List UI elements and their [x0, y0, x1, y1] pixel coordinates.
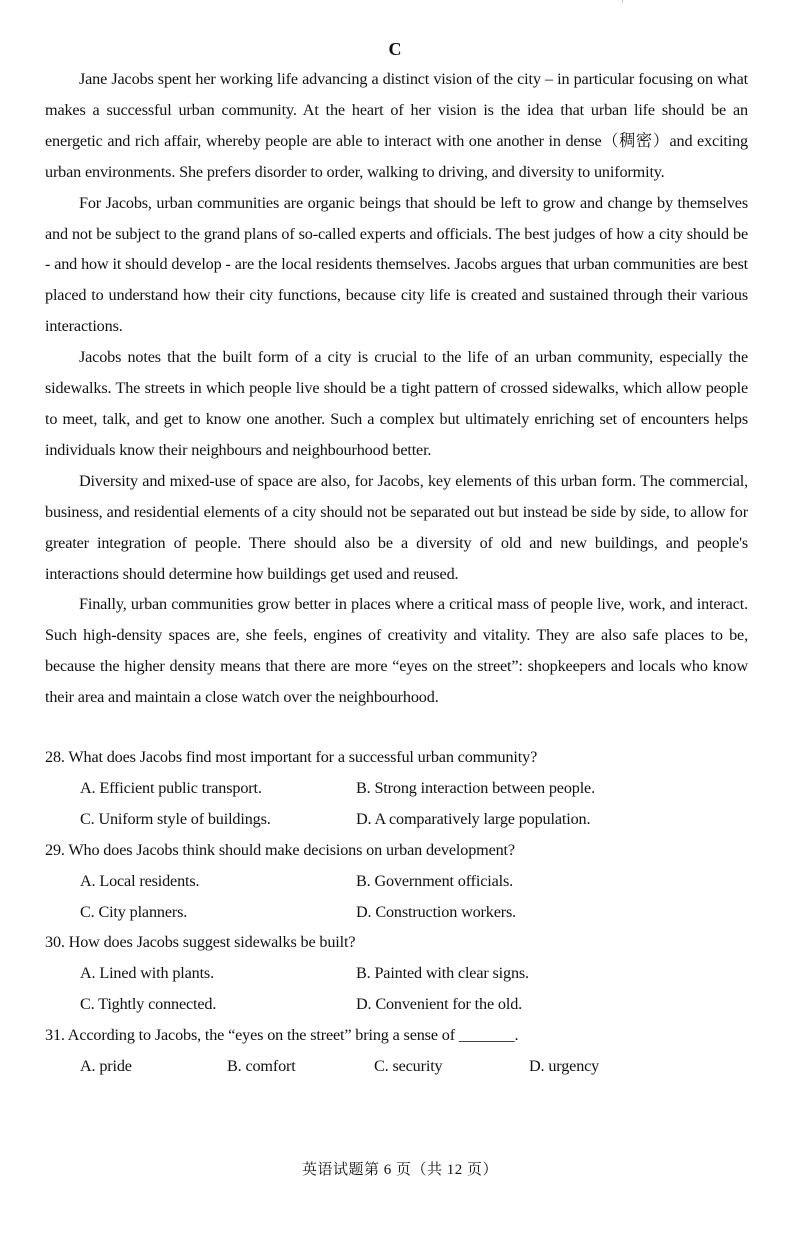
option-d: D. A comparatively large population. — [356, 809, 591, 828]
option-d: D. urgency — [529, 1057, 600, 1076]
question-31 — [45, 1020, 748, 1082]
question-30 — [45, 927, 748, 1020]
scan-mark — [622, 0, 623, 3]
option-c: C. security — [374, 1057, 443, 1076]
options-row — [45, 989, 748, 1020]
option-b: B. Strong interaction between people. — [356, 778, 595, 797]
option-a: A. pride — [80, 1057, 132, 1076]
options-row — [45, 1051, 748, 1082]
options-row — [45, 897, 748, 928]
options-row — [45, 773, 748, 804]
question-29 — [45, 835, 748, 928]
option-a: A. Lined with plants. — [80, 964, 214, 983]
option-b: B. Government officials. — [356, 871, 514, 890]
passage-paragraph: For Jacobs, urban communities are organic beings that should be left to grow and change by themselves and not be subject to the grand plans of so-called experts and officials. The best judges of how a city should be - and how it should develop - are the local residents themselves. Jacobs argues that urban communities are best placed to understand how their city functions, because city life is created and sustained through their various interactions. — [45, 193, 748, 336]
options-row — [45, 866, 748, 897]
question-stem: 30. How does Jacobs suggest sidewalks be built? — [45, 933, 356, 952]
question-28 — [45, 742, 748, 835]
question-list — [45, 742, 748, 1082]
question-stem: 31. According to Jacobs, the “eyes on the street” bring a sense of _______. — [45, 1026, 519, 1045]
option-b: B. Painted with clear signs. — [356, 964, 529, 983]
option-b: B. comfort — [227, 1057, 296, 1076]
options-row — [45, 958, 748, 989]
option-a: A. Efficient public transport. — [80, 778, 262, 797]
options-row — [45, 804, 748, 835]
question-stem: 29. Who does Jacobs think should make decisions on urban development? — [45, 840, 515, 859]
passage-paragraph: Diversity and mixed-use of space are also, for Jacobs, key elements of this urban form. The commercial, business, and residential elements of a city should not be separated out but instead be side by side, to allow for greater integration of people. There should also be a diversity of old and new buildings, and people's interactions should determine how buildings get used and reused. — [45, 471, 748, 583]
page-footer: 英语试题第 6 页（共 12 页） — [301, 1162, 498, 1178]
option-d: D. Construction workers. — [356, 902, 517, 921]
option-a: A. Local residents. — [80, 871, 200, 890]
option-d: D. Convenient for the old. — [356, 995, 523, 1014]
passage-paragraph: Jacobs notes that the built form of a city is crucial to the life of an urban community, especially the sidewalks. The streets in which people live should be a tight pattern of crossed sidewalks, which allow people to meet, talk, and get to know one another. Such a complex but ultimately enriching set of encounters helps individuals know their neighbours and neighbourhood better. — [45, 348, 748, 459]
passage-paragraph: Finally, urban communities grow better in places where a critical mass of people live, work, and interact. Such high-density spaces are, she feels, engines of creativity and vitality. They are also safe places to be, because the higher density means that there are more “eyes on the street”: shopkeepers and locals who know their area and maintain a close watch over the neighbourhood. — [45, 595, 748, 707]
option-c: C. City planners. — [80, 902, 188, 921]
question-stem: 28. What does Jacobs find most important for a successful urban community? — [45, 748, 538, 766]
section-heading: C — [388, 39, 402, 59]
option-c: C. Uniform style of buildings. — [80, 809, 271, 828]
option-c: C. Tightly connected. — [80, 995, 217, 1014]
reading-passage — [45, 64, 748, 713]
passage-paragraph: Jane Jacobs spent her working life advancing a distinct vision of the city – in particular focusing on what makes a successful urban community. At the heart of her vision is the idea that urban life should be an energetic and rich affair, whereby people are able to interact with one another in dense（稠密）and exciting urban environments. She prefers disorder to order, walking to driving, and diversity to uniformity. — [45, 70, 748, 181]
